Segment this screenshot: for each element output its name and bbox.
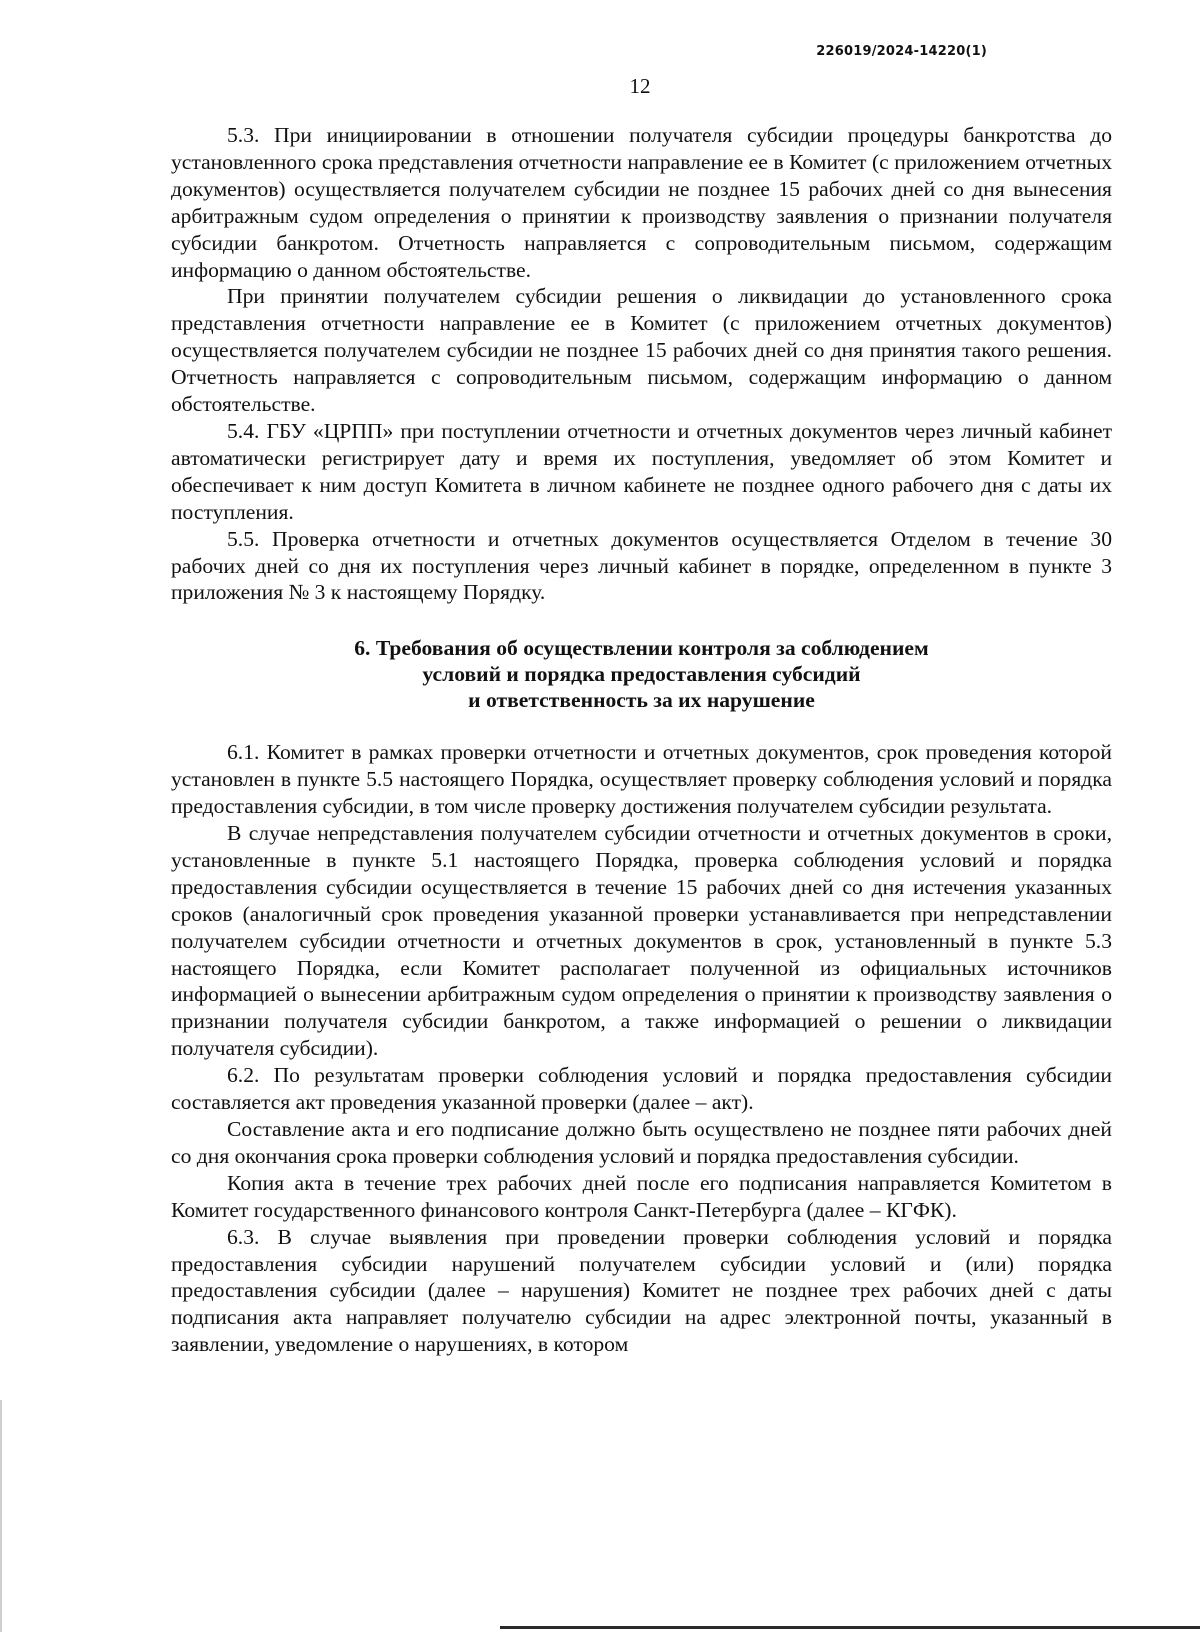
- paragraph-5-3: 5.3. При инициировании в отношении получателя субсидии процедуры банкротства до установленного срока представления отчетности направление ее в Комитет (с приложением отчетных документов) осуществляется получателем субсидии не позднее 15 рабочих дней со дня вынесения арбитражным судом определения о принятии к производству заявления о признании получателя субсидии банкротом. Отчетность направляется с сопроводительным письмом, содержащим информацию о данном обстоятельстве.: [171, 123, 1112, 282]
- section-6-heading: [171, 635, 1112, 713]
- paragraph-6-1: 6.1. Комитет в рамках проверки отчетности и отчетных документов, срок проведения которой установлен в пункте 5.5 настоящего Порядка, осуществляет проверку соблюдения условий и порядка предоставления субсидии, в том числе проверку достижения получателем субсидии результата.: [171, 740, 1112, 819]
- paragraph-liquidation: При принятии получателем субсидии решения о ликвидации до установленного срока представления отчетности направление ее в Комитет (с приложением отчетных документов) осуществляется получателем субсидии не позднее 15 рабочих дней со дня принятия такого решения. Отчетность направляется с сопроводительным письмом, содержащим информацию о данном обстоятельстве.: [171, 284, 1112, 417]
- scan-bottom-edge: [500, 1626, 1200, 1629]
- paragraph-act-signing: Составление акта и его подписание должно быть осуществлено не позднее пяти рабочих дней со дня окончания срока проверки соблюдения условий и порядка предоставления субсидии.: [171, 1117, 1112, 1168]
- section-heading-line: и ответственность за их нарушение: [468, 688, 815, 713]
- paragraph-act-copy: Копия акта в течение трех рабочих дней после его подписания направляется Комитетом в Комитет государственного финансового контроля Санкт-Петербурга (далее – КГФК).: [171, 1170, 1112, 1222]
- document-body: [171, 122, 1112, 1358]
- page-number: 12: [629, 74, 651, 98]
- paragraph-6-3: 6.3. В случае выявления при проведении проверки соблюдения условий и порядка предоставления субсидии нарушений получателем субсидии условий и (или) порядка предоставления субсидии (далее – нарушения) Комитет не позднее трех рабочих дней с даты подписания акта направляет получателю субсидии на адрес электронной почты, указанный в заявлении, уведомление о нарушениях, в котором: [171, 1224, 1112, 1357]
- section-heading-line: 6. Требования об осуществлении контроля за соблюдением: [354, 636, 929, 661]
- section-heading-line: условий и порядка предоставления субсидий: [422, 662, 861, 687]
- document-registration-number: 226019/2024-14220(1): [816, 44, 987, 59]
- paragraph-6-2: 6.2. По результатам проверки соблюдения условий и порядка предоставления субсидии составляется акт проведения указанной проверки (далее – акт).: [171, 1063, 1112, 1115]
- paragraph-5-4: 5.4. ГБУ «ЦРПП» при поступлении отчетности и отчетных документов через личный кабинет автоматически регистрирует дату и время их поступления, уведомляет об этом Комитет и обеспечивает к ним доступ Комитета в личном кабинете не позднее одного рабочего дня с даты их поступления.: [171, 418, 1112, 524]
- paragraph-5-5: 5.5. Проверка отчетности и отчетных документов осуществляется Отделом в течение 30 рабочих дней со дня их поступления через личный кабинет в порядке, определенном в пункте 3 приложения № 3 к настоящему Порядку.: [171, 526, 1112, 605]
- scan-margin-line: [0, 1400, 2, 1632]
- paragraph-non-submission: В случае непредставления получателем субсидии отчетности и отчетных документов в сроки, установленные в пункте 5.1 настоящего Порядка, проверка соблюдения условий и порядка предоставления субсидии осуществляется в течение 15 рабочих дней со дня истечения указанных сроков (аналогичный срок проведения указанной проверки устанавливается при непредставлении получателем субсидии отчетности и отчетных документов в срок, установленный в пункте 5.3 настоящего Порядка, если Комитет располагает полученной из официальных источников информацией о вынесении арбитражным судом определения о принятии к производству заявления о признании получателя субсидии банкротом, а также информацией о решении о ликвидации получателя субсидии).: [171, 821, 1112, 1061]
